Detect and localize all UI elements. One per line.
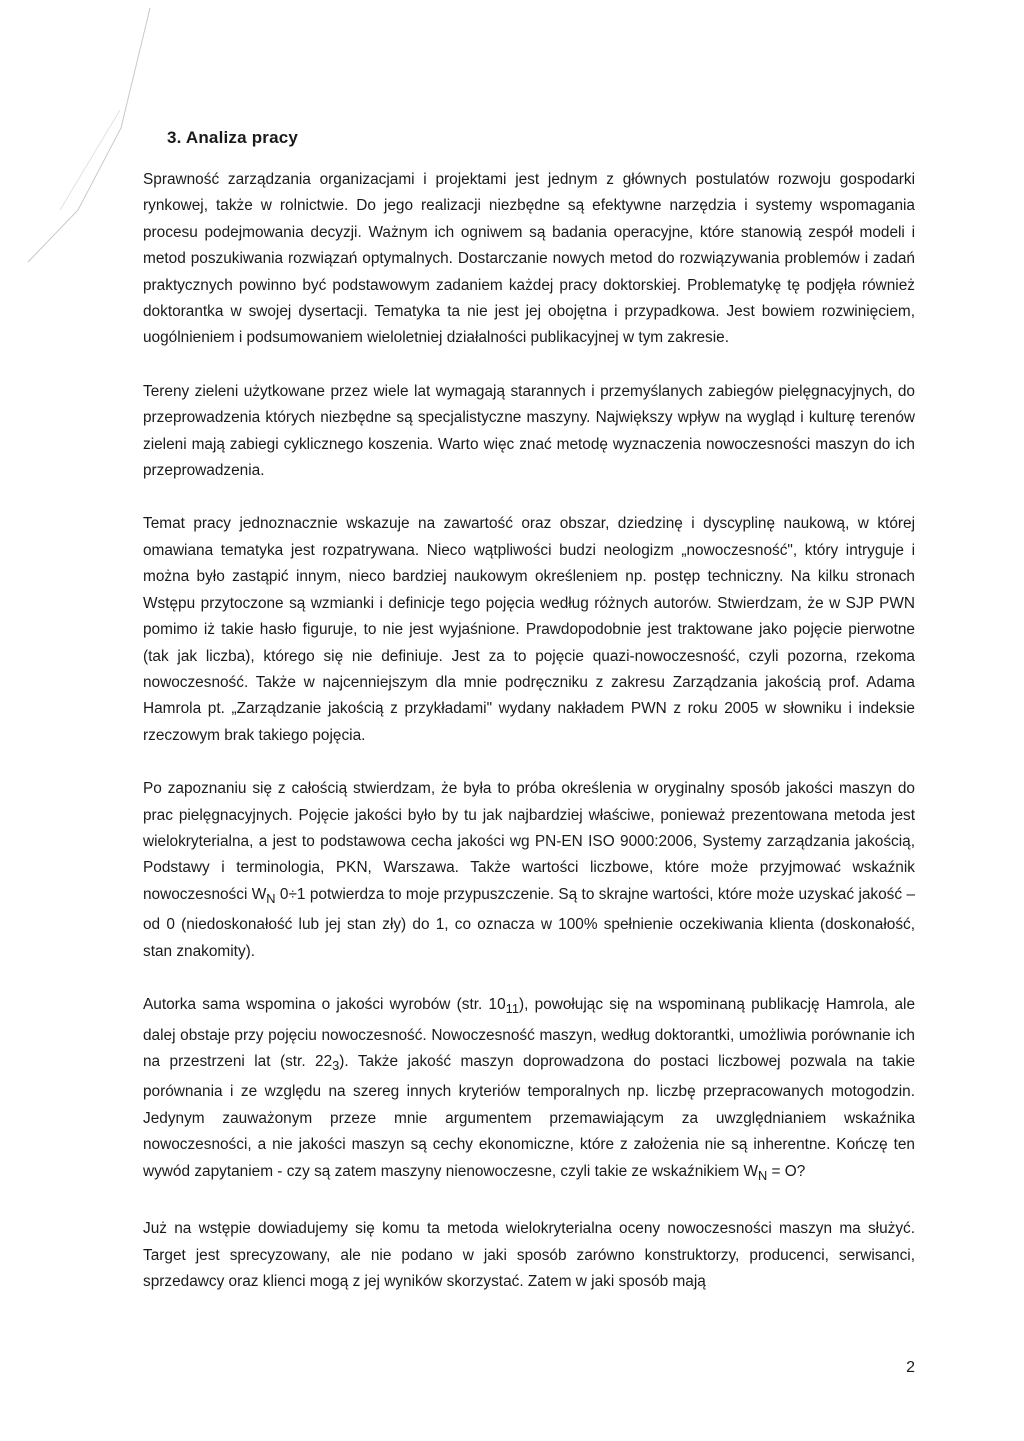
- subscript-3: 3: [332, 1058, 340, 1074]
- paragraph-3: Temat pracy jednoznacznie wskazuje na zawartość oraz obszar, dziedzinę i dyscyplinę naukową, w której omawiana tematyka jest rozpatrywana. Nieco wątpliwości budzi neologizm „nowoczesność", który intryguje i można było zastąpić innym, nieco bardziej naukowym określeniem np. postęp techniczny. Na kilku stronach Wstępu przytoczone są wzmianki i definicje tego pojęcia według różnych autorów. Stwierdzam, że w SJP PWN pomimo iż takie hasło figuruje, to nie jest wyjaśnione. Prawdopodobnie jest traktowane jako pojęcie pierwotne (tak jak liczba), którego się nie definiuje. Jest za to pojęcie quazi-nowoczesność, czyli pozorna, rzekoma nowoczesność. Także w najcenniejszym dla mnie podręczniku z zakresu Zarządzania jakością prof. Adama Hamrola pt. „Zarządzanie jakością z przykładami" wydany nakładem PWN z roku 2005 w słowniku i indeksie rzeczowym brak takiego pojęcia.: [143, 515, 915, 744]
- paragraph-4-text-end: 0÷1 potwierdza to moje przypuszczenie. Są to skrajne wartości, które może uzyskać jakość – od 0 (niedoskonałość lub jej stan zły) do 1, co oznacza w 100% spełnienie oczekiwania klienta (doskonałość, stan znakomity).: [143, 885, 916, 960]
- paragraph-2: Tereny zieleni użytkowane przez wiele lat wymagają starannych i przemyślanych zabiegów pielęgnacyjnych, do przeprowadzenia których niezbędne są specjalistyczne maszyny. Największy wpływ na wygląd i kulturę terenów zieleni mają zabiegi cyklicznego koszenia. Warto więc znać metodę wyznaczenia nowoczesności maszyn do ich przeprowadzenia.: [143, 382, 915, 480]
- subscript-11: 11: [505, 1001, 519, 1017]
- paragraph-4: [143, 776, 915, 965]
- subscript-n-2: N: [757, 1167, 768, 1183]
- document-body: [143, 128, 915, 1322]
- subscript-n: N: [266, 890, 276, 906]
- paragraph-5: [143, 992, 915, 1189]
- paragraph-5-text-3: ). Także jakość maszyn doprowadzona do postaci liczbowej pozwala na takie porównania i ze względu na szereg innych kryteriów temporalnych np. liczbę przepracowanych motogodzin. Jedynym zauważonym przeze mnie argumentem przemawiającym za uwzględnianiem wskaźnika nowoczesności, a nie jakości maszyn są cechy ekonomiczne, które z założenia nie są inherentne. Kończę ten wywód zapytaniem - czy są zatem maszyny nienowoczesne, czyli takie ze wskaźnikiem W: [143, 1052, 916, 1180]
- paragraph-1: Sprawność zarządzania organizacjami i projektami jest jednym z głównych postulatów rozwoju gospodarki rynkowej, także w rolnictwie. Do jego realizacji niezbędne są efektywne narzędzia i systemy wspomagania procesu podejmowania decyzji. Ważnym ich ogniwem są badania operacyjne, które stanowią zespół modeli i metod poszukiwania rozwiązań optymalnych. Dostarczanie nowych metod do rozwiązywania problemów i zadań praktycznych powinno być podstawowym zadaniem każdej pracy doktorskiej. Problematykę tę podjęła również doktorantka w swojej dysertacji. Tematyka ta nie jest jej obojętna i przypadkowa. Jest bowiem rozwinięciem, uogólnieniem i podsumowaniem wieloletniej działalności publikacyjnej w tym zakresie.: [143, 171, 915, 347]
- page-number: 2: [906, 1359, 915, 1376]
- paragraph-5-text: Autorka sama wspomina o jakości wyrobów (str. 10: [143, 996, 506, 1014]
- section-heading: 3. Analiza pracy: [167, 128, 299, 147]
- paragraph-5-text-4: = O?: [767, 1162, 806, 1180]
- paragraph-6: Już na wstępie dowiadujemy się komu ta metoda wielokryterialna oceny nowoczesności maszyn ma służyć. Target jest sprecyzowany, ale nie podano w jaki sposób zarówno konstruktorzy, producenci, serwisanci, sprzedawcy oraz klienci mogą z jej wyników skorzystać. Zatem w jaki sposób mają: [143, 1220, 915, 1290]
- paragraph-5-text-2: ), powołując się na wspominaną publikację Hamrola, ale dalej obstaje przy pojęciu nowoczesność. Nowoczesność maszyn, według doktorantki, umożliwia porównanie ich na przestrzeni lat (str. 22: [143, 996, 916, 1070]
- paragraph-4-text: Po zapoznaniu się z całością stwierdzam, że była to próba określenia w oryginalny sposób jakości maszyn do prac pielęgnacyjnych. Pojęcie jakości było by tu jak najbardziej właściwe, ponieważ prezentowana metoda jest wielokryterialna, a jest to podstawowa cecha jakości wg PN-EN ISO 9000:2006, Systemy zarządzania jakością, Podstawy i terminologia, PKN, Warszawa. Także wartości liczbowe, które może przyjmować wskaźnik nowoczesności W: [143, 780, 915, 903]
